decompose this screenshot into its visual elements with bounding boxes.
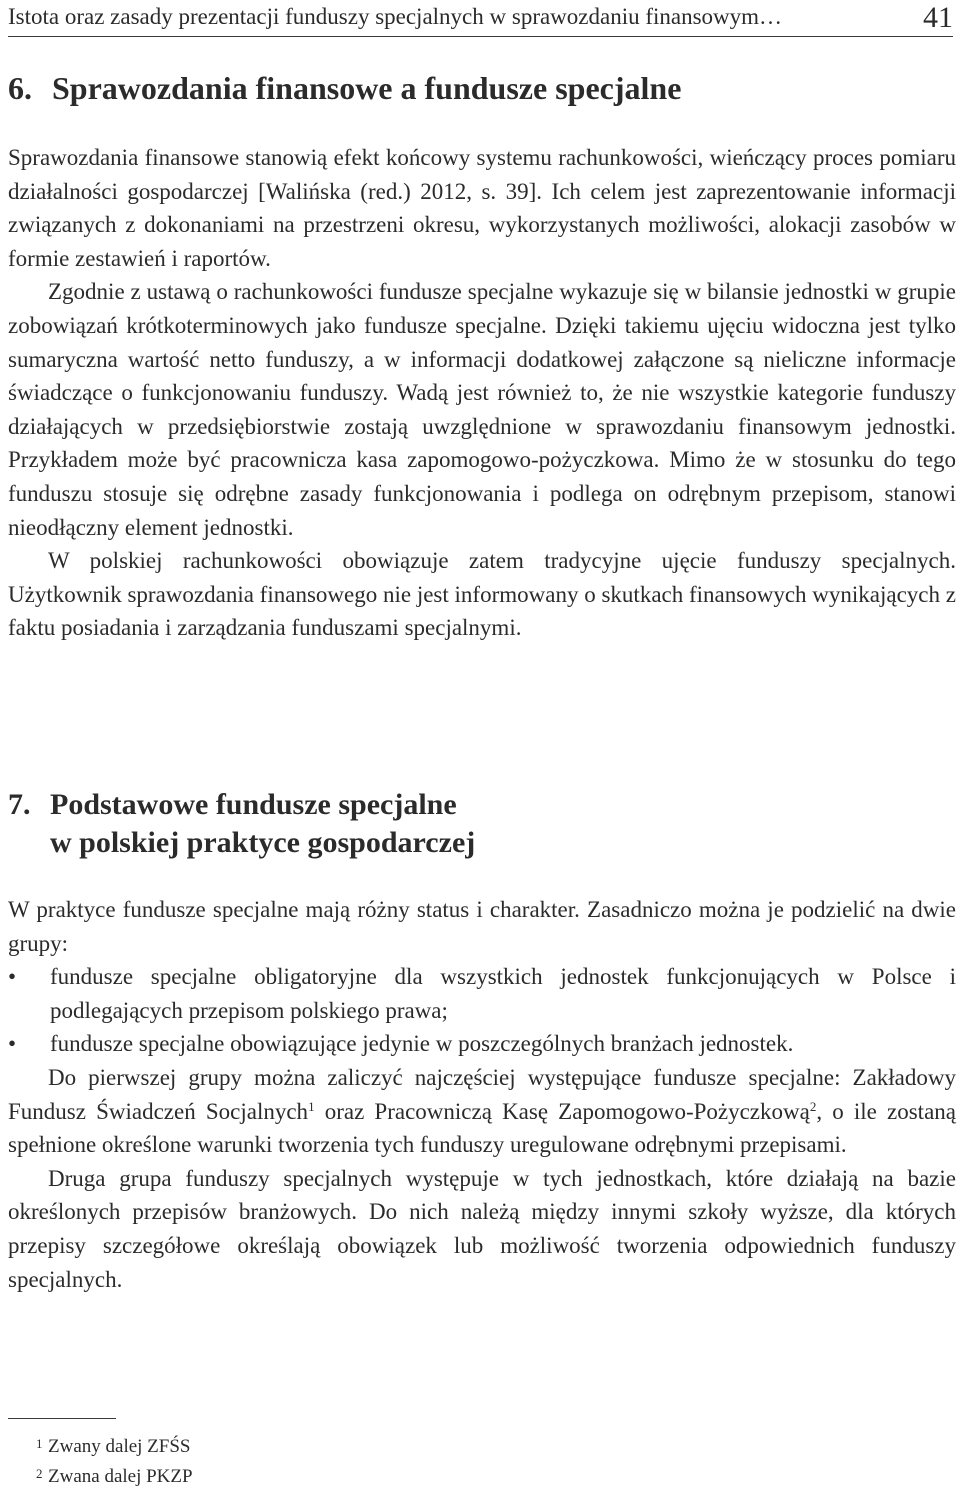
bullet-icon: •	[8, 1031, 17, 1057]
list-item	[8, 960, 956, 1027]
section-7-body	[8, 893, 956, 1296]
page-number: 41	[923, 1, 953, 34]
section-7-paragraph-second-group: Druga grupa funduszy specjalnych występuje w tych jednostkach, które działają na bazie określonych przepisów branżowych. Do nich należą między innymi szkoły wyższe, dla których przepisy szczegółowe określają obowiązek lub możliwość tworzenia odpowiednich funduszy specjalnych.	[8, 1165, 956, 1292]
fund-groups-list	[8, 960, 956, 1061]
bullet-icon: •	[8, 964, 17, 990]
section-6-body	[8, 141, 956, 645]
running-head	[8, 1, 953, 37]
footnote-1-mark: 1	[36, 1436, 43, 1451]
list-item	[8, 1027, 956, 1061]
section-7-intro: W praktyce fundusze specjalne mają różny status i charakter. Zasadniczo można je podzielić na dwie grupy:	[8, 897, 956, 956]
section-6-paragraph-1: Sprawozdania finansowe stanowią efekt końcowy systemu rachunkowości, wieńczący proces pomiaru działalności gospodarczej [Walińska (red.) 2012, s. 39]. Ich celem jest zaprezentowanie informacji związanych z dokonaniami na przestrzeni okresu, wykorzystanych możliwości, alokacji zasobów w formie zestawień i raportów.	[8, 145, 956, 271]
section-7-title-line-2: w polskiej praktyce gospodarczej	[50, 826, 476, 859]
section-6-heading	[8, 70, 681, 107]
running-head-title: Istota oraz zasady prezentacji funduszy specjalnych w sprawozdaniu finansowym…	[8, 4, 783, 29]
footnotes	[8, 1432, 193, 1492]
footnote-2-text: Zwana dalej PKZP	[48, 1466, 193, 1487]
paragraph-text: , o ile zostaną spełnione określone warunki tworzenia tych funduszy uregulowane odrębnymi przepisami.	[8, 1098, 956, 1158]
footnote-2	[8, 1462, 193, 1492]
footnote-divider	[8, 1418, 116, 1419]
footnote-1	[8, 1432, 193, 1462]
section-7-title-line-1: Podstawowe fundusze specjalne	[50, 788, 457, 821]
paragraph-text: oraz Pracowniczą Kasę Zapomogowo-Pożyczkową	[314, 1098, 810, 1124]
section-7-paragraph-first-group	[8, 1061, 956, 1162]
footnote-1-text: Zwany dalej ZFŚS	[48, 1436, 191, 1457]
section-6-number: 6.	[8, 70, 32, 106]
section-6-paragraph-2: Zgodnie z ustawą o rachunkowości fundusze specjalne wykazuje się w bilansie jednostki w grupie zobowiązań krótkoterminowych jako fundusze specjalne. Dzięki takiemu ujęciu widoczna jest tylko sumaryczna wartość netto funduszy, a w informacji dodatkowej załączone są nieliczne informacje świadczące o funkcjonowaniu funduszy. Wadą jest również to, że nie wszystkie kategorie funduszy działających w przedsiębiorstwie zostają uwzględnione w sprawozdaniu finansowym jednostki. Przykładem może być pracownicza kasa zapomogowo-pożyczkowa. Mimo że w stosunku do tego funduszu stosuje się odrębne zasady funkcjonowania i podlega on odrębnym przepisom, stanowi nieodłączny element jednostki.	[8, 279, 956, 540]
section-6-paragraph-3: W polskiej rachunkowości obowiązuje zatem tradycyjne ujęcie funduszy specjalnych. Użytkownik sprawozdania finansowego nie jest informowany o skutkach finansowych wynikających z faktu posiadania i zarządzania funduszami specjalnymi.	[8, 548, 956, 641]
footnote-ref-2[interactable]: 2	[809, 1098, 817, 1114]
footnote-ref-1[interactable]: 1	[308, 1098, 315, 1114]
section-7-number: 7.	[8, 788, 31, 821]
list-item-text: fundusze specjalne obligatoryjne dla wszystkich jednostek funkcjonujących w Polsce i podlegających przepisom polskiego prawa;	[50, 964, 956, 1023]
section-6-title: Sprawozdania finansowe a fundusze specjalne	[52, 70, 682, 106]
footnote-2-mark: 2	[36, 1466, 43, 1481]
list-item-text: fundusze specjalne obowiązujące jedynie w poszczególnych branżach jednostek.	[50, 1031, 794, 1057]
paragraph-text: Do pierwszej grupy można zaliczyć najczęściej występujące fundusze specjalne: Zakładowy Fundusz Świadczeń Socjalnych	[8, 1064, 956, 1124]
section-7-heading	[8, 786, 475, 862]
